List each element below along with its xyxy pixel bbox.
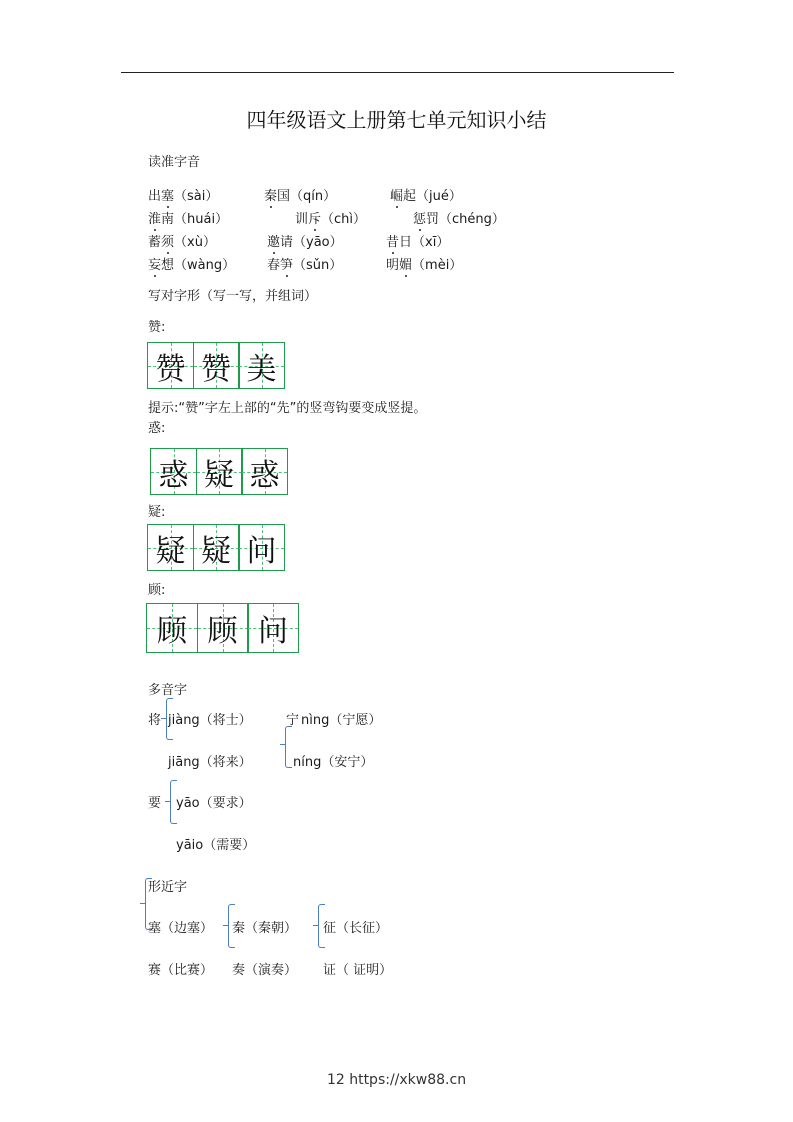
pronunciation-item: 秦国（qín）	[264, 189, 337, 204]
grid-cell: 美	[238, 342, 285, 389]
reading-jiang-2: jiāng（将来）	[168, 755, 252, 770]
pronunciation-item: 惩罚（chéng）	[413, 212, 505, 227]
brace-ning	[285, 726, 292, 768]
grid-huo	[150, 448, 287, 495]
polyphone-char-jiang: 将	[148, 713, 162, 728]
reading-yao-1: yāo（要求）	[176, 796, 252, 811]
grid-cell: 赞	[147, 342, 194, 389]
pronunciation-item: 训斥（chì）	[295, 212, 367, 227]
pronunciation-item: 昔日（xī）	[386, 235, 450, 250]
grid-cell: 惑	[241, 448, 288, 495]
grid-cell: 问	[247, 603, 299, 653]
grid-cell: 赞	[193, 342, 240, 389]
similar-bottom-2: 奏（演奏）	[232, 963, 298, 978]
pronunciation-item: 妄想（wàng）	[148, 258, 236, 273]
group-label-yi: 疑:	[148, 505, 166, 520]
pronunciation-item: 蓄须（xù）	[148, 235, 216, 250]
similar-top-2: 秦（秦朝）	[232, 921, 298, 936]
pronunciation-item: 崛起（jué）	[390, 189, 462, 204]
group-label-gu: 顾:	[148, 583, 166, 598]
grid-cell: 疑	[147, 524, 194, 571]
polyphone-char-ning: 宁	[286, 713, 300, 728]
grid-cell: 顾	[146, 603, 198, 653]
pronunciation-item: 明媚（mèi）	[386, 258, 463, 273]
similar-bottom-3: 证（ 证明）	[323, 963, 393, 978]
similar-top-1: 塞（边塞）	[148, 921, 214, 936]
similar-bottom-1: 赛（比赛）	[148, 963, 214, 978]
page-title: 四年级语文上册第七单元知识小结	[246, 108, 547, 132]
reading-yao-2: yāio（需要）	[176, 838, 256, 853]
pronunciation-item: 春笋（sǔn）	[267, 258, 343, 273]
grid-cell: 惑	[150, 448, 197, 495]
grid-cell: 疑	[196, 448, 243, 495]
reading-ning-2: níng（安宁）	[293, 755, 374, 770]
section-heading-writing: 写对字形（写一写，并组词）	[148, 289, 318, 304]
grid-cell: 顾	[197, 603, 249, 653]
group-label-huo: 惑:	[148, 421, 166, 436]
reading-jiang-1: jiàng（将士）	[168, 713, 252, 728]
pronunciation-item: 出塞（sài）	[148, 189, 219, 204]
similar-top-3: 征（长征）	[323, 921, 389, 936]
group-label-zan: 赞:	[148, 320, 166, 335]
grid-cell: 问	[238, 524, 285, 571]
grid-yi	[147, 524, 284, 571]
section-heading-similar: 形近字	[148, 880, 188, 895]
reading-ning-1: nìng（宁愿）	[301, 713, 382, 728]
grid-gu	[146, 603, 298, 653]
header-rule	[121, 72, 674, 73]
brace-tick	[140, 903, 145, 904]
section-heading-pronunciation: 读准字音	[148, 155, 201, 170]
pronunciation-item: 邀请（yāo）	[267, 235, 343, 250]
grid-cell: 疑	[193, 524, 240, 571]
page-footer: 12 https://xkw88.cn	[326, 1072, 467, 1088]
section-heading-polyphone: 多音字	[148, 683, 188, 698]
grid-zan	[147, 342, 284, 389]
polyphone-char-yao: 要	[148, 796, 162, 811]
pronunciation-item: 淮南（huái）	[148, 212, 229, 227]
tip-text: 提示:“赞”字左上部的“先”的竖弯钩要变成竖提。	[148, 401, 427, 416]
